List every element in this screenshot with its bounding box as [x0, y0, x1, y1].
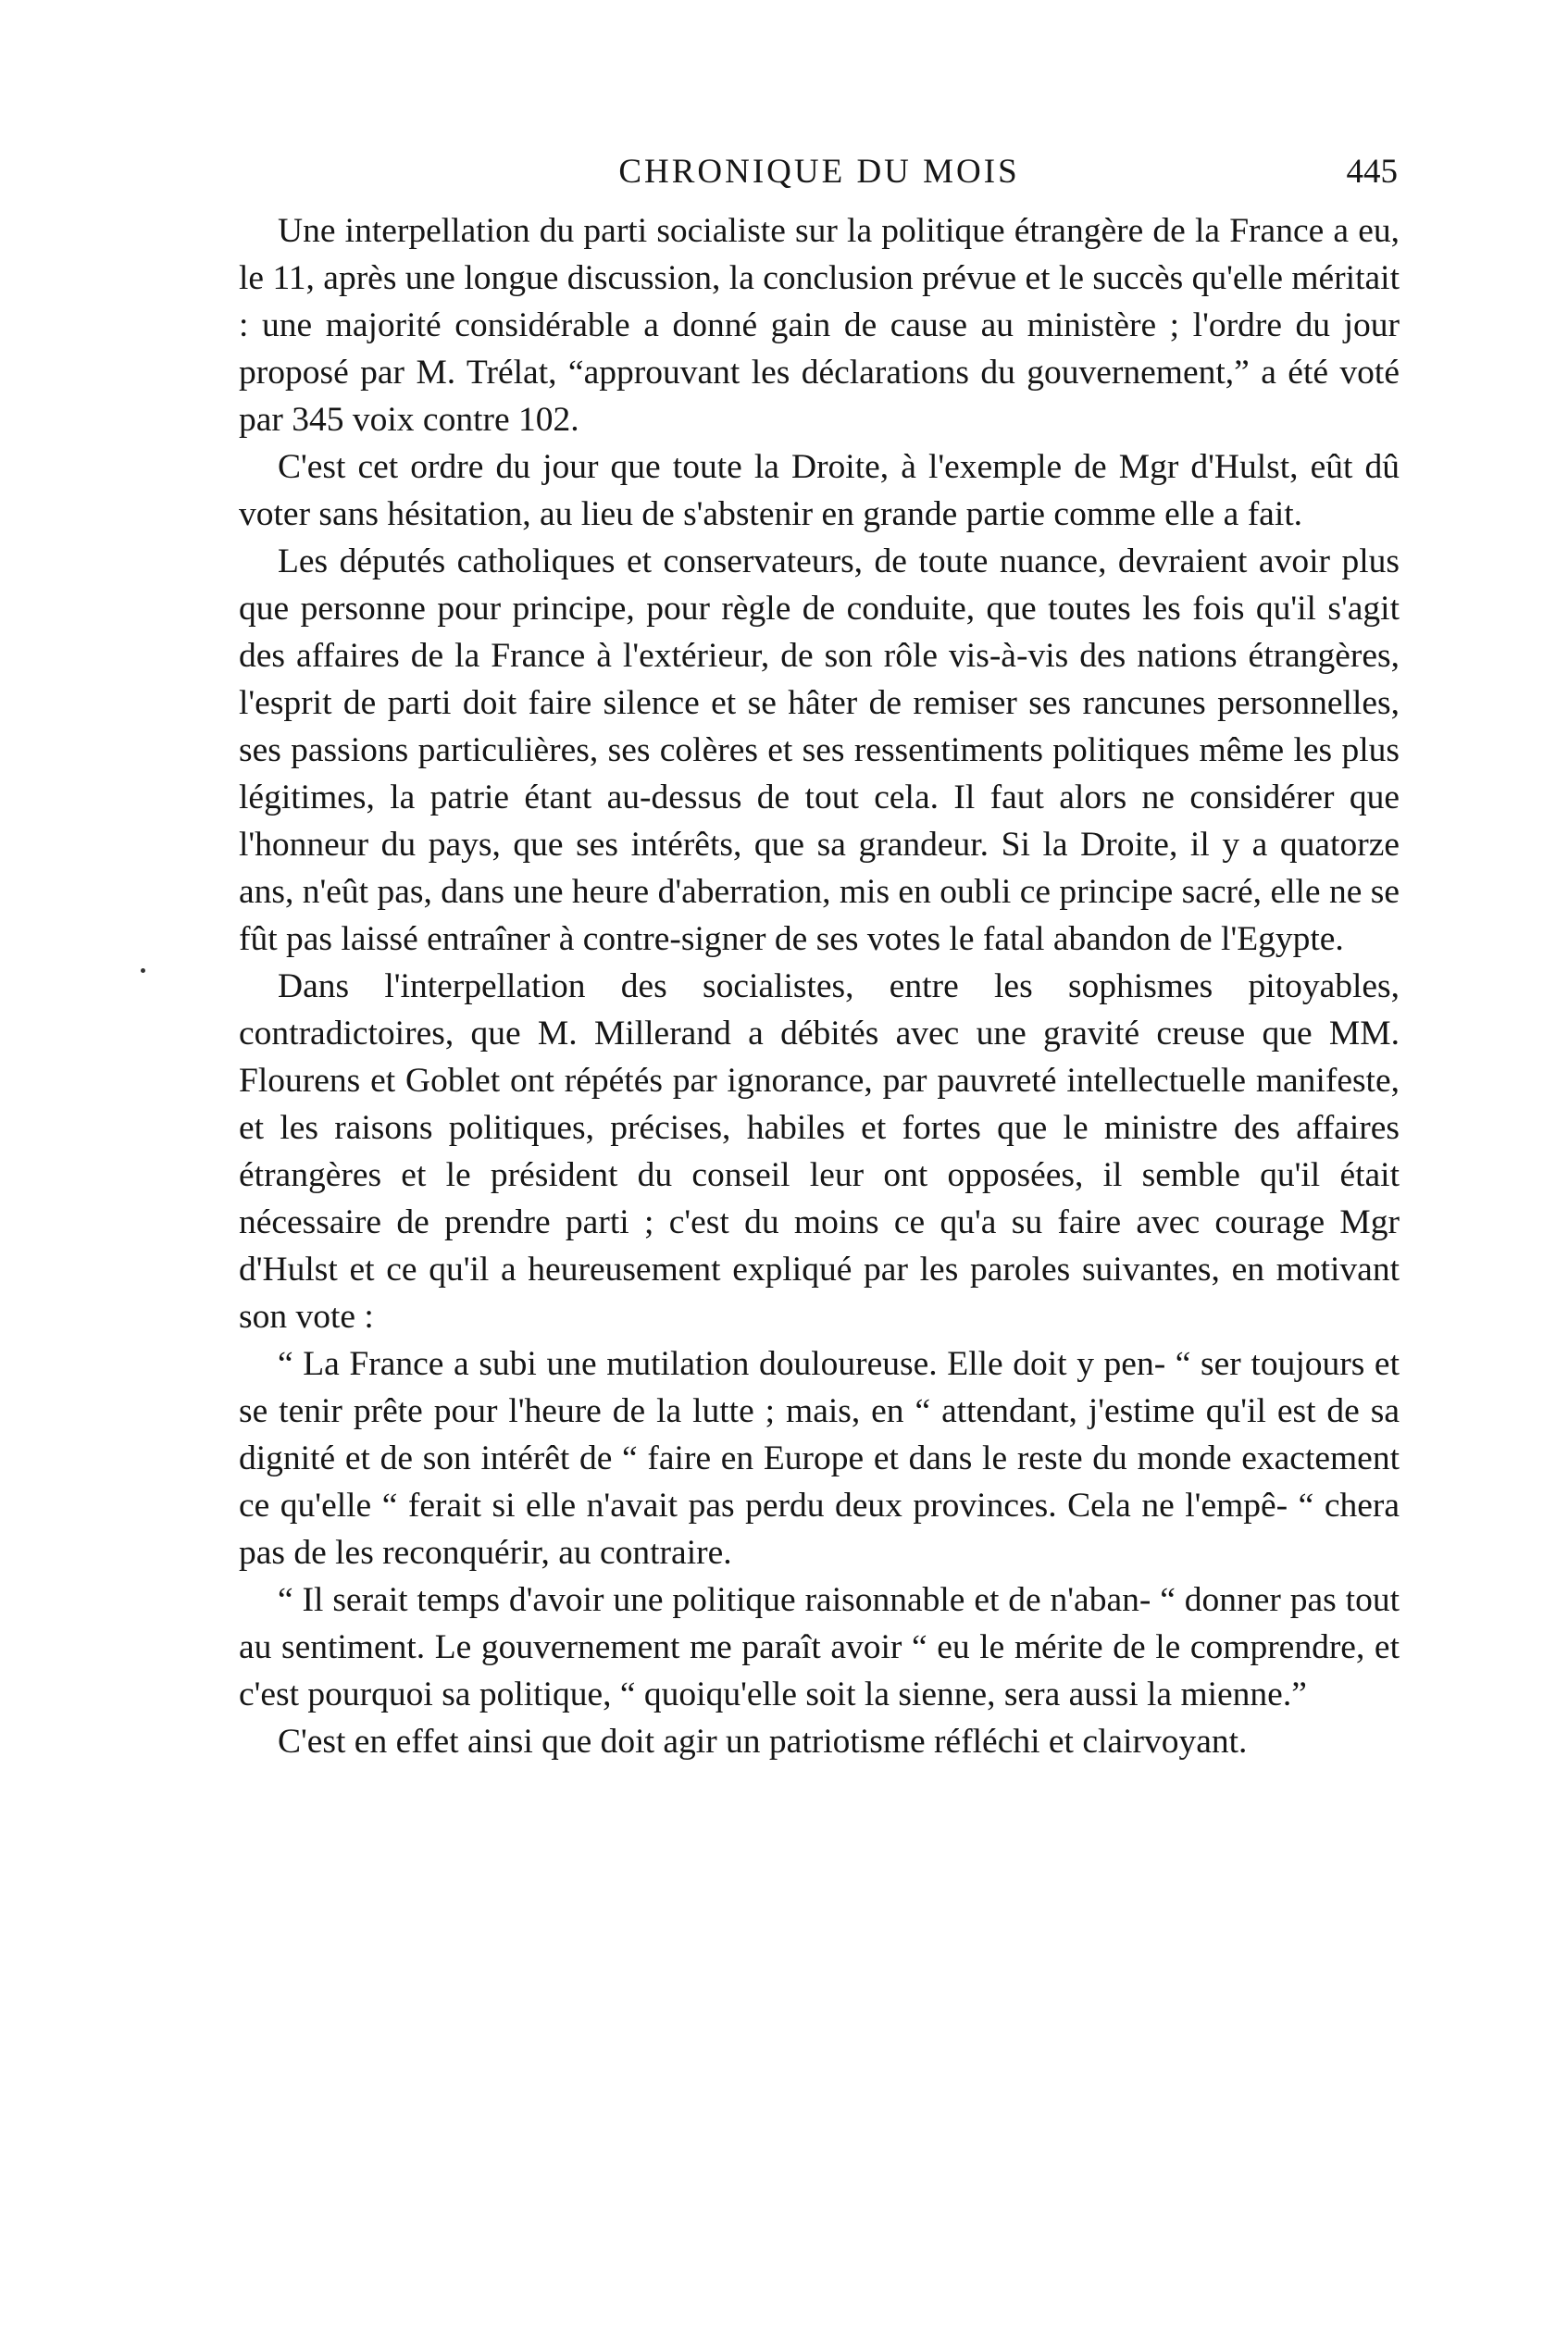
ink-speck	[141, 968, 145, 973]
quotation-paragraph: “ Il serait temps d'avoir une politique raisonnable et de n'aban- “ donner pas tout au sentiment. Le gouvernement me paraît avoir “ eu le mérite de le comprendre, et c'est pourquoi sa politique, “ quoiqu'elle soit la sienne, sera aussi la mienne.”	[239, 1581, 1400, 1713]
page-number: 445	[1346, 153, 1398, 191]
paragraph: C'est en effet ainsi que doit agir un patriotisme réfléchi et clairvoyant.	[278, 1723, 1248, 1761]
quotation-paragraph: “ La France a subi une mutilation douloureuse. Elle doit y pen- “ ser toujours et se tenir prête pour l'heure de la lutte ; mais, en “ attendant, j'estime qu'il est de sa dignité et de son intérêt de “ faire en Europe et dans le reste du monde exactement ce qu'elle “ ferait si elle n'avait pas perdu deux provinces. Cela ne l'empê- “ chera pas de les reconquérir, au contraire.	[239, 1345, 1400, 1572]
paragraph: Une interpellation du parti socialiste sur la politique étrangère de la France a eu, le 11, après une longue discussion, la conclusion prévue et le succès qu'elle méritait : une majorité considérable a donné gain de cause au ministère ; l'ordre du jour proposé par M. Trélat, “approuvant les déclarations du gouvernement,” a été voté par 345 voix contre 102.	[239, 212, 1400, 439]
paragraph: Dans l'interpellation des socialistes, entre les sophismes pitoyables, contradictoires, que M. Millerand a débités avec une gravité creuse que MM. Flourens et Goblet ont répétés par ignorance, par pauvreté intellectuelle manifeste, et les raisons politiques, précises, habiles et fortes que le ministre des affaires étrangères et le président du conseil leur ont opposées, il semble qu'il était nécessaire de prendre parti ; c'est du moins ce qu'a su faire avec courage Mgr d'Hulst et ce qu'il a heureusement expliqué par les paroles suivantes, en motivant son vote :	[239, 967, 1400, 1336]
paragraph: C'est cet ordre du jour que toute la Droite, à l'exemple de Mgr d'Hulst, eût dû voter sans hésitation, au lieu de s'abstenir en grande partie comme elle a fait.	[239, 448, 1400, 533]
running-title: CHRONIQUE DU MOIS	[618, 153, 1020, 191]
paragraph: Les députés catholiques et conservateurs, de toute nuance, devraient avoir plus que personne pour principe, pour règle de conduite, que toutes les fois qu'il s'agit des affaires de la France à l'extérieur, de son rôle vis-à-vis des nations étrangères, l'esprit de parti doit faire silence et se hâter de remiser ses rancunes personnelles, ses passions particulières, ses colères et ses ressentiments politiques même les plus légitimes, la patrie étant au-dessus de tout cela. Il faut alors ne considérer que l'honneur du pays, que ses intérêts, que sa grandeur. Si la Droite, il y a quatorze ans, n'eût pas, dans une heure d'aberration, mis en oubli ce principe sacré, elle ne se fût pas laissé entraîner à contre-signer de ses votes le fatal abandon de l'Egypte.	[239, 542, 1400, 958]
body-text	[239, 207, 1400, 1765]
running-head	[241, 144, 1398, 200]
